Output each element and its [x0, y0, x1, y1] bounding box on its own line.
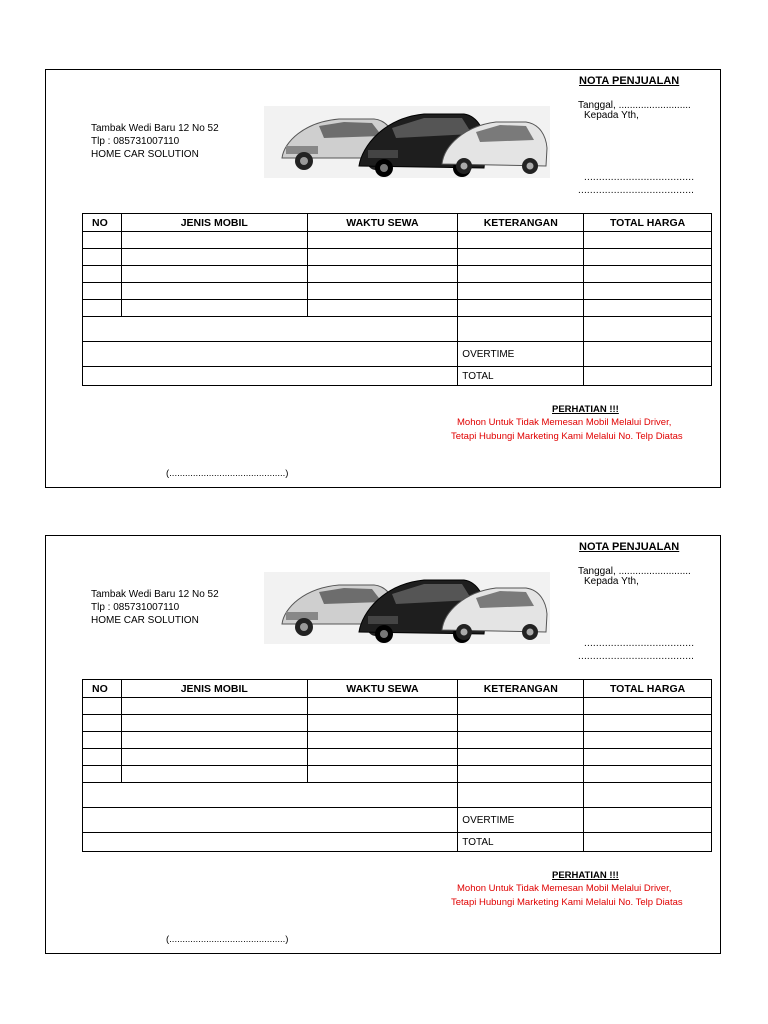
header-jenis-mobil: JENIS MOBIL	[121, 214, 307, 232]
items-table	[82, 679, 712, 852]
notice-line-1: Mohon Untuk Tidak Memesan Mobil Melalui Driver,	[457, 417, 672, 428]
table-row-blank	[83, 317, 712, 342]
date-field: Tanggal, ..........................	[578, 566, 691, 577]
table-row	[83, 266, 712, 283]
notice-line-2: Tetapi Hubungi Marketing Kami Melalui No. Telp Diatas	[451, 431, 683, 442]
company-name: HOME CAR SOLUTION	[91, 615, 199, 626]
cars-illustration	[264, 572, 550, 644]
table-row	[83, 749, 712, 766]
cars-illustration	[264, 106, 550, 178]
total-row	[83, 833, 712, 852]
company-name: HOME CAR SOLUTION	[91, 149, 199, 160]
header-jenis-mobil: JENIS MOBIL	[121, 680, 307, 698]
company-phone: Tlp : 085731007110	[91, 602, 180, 613]
overtime-row	[83, 342, 712, 367]
total-row	[83, 367, 712, 386]
table-row	[83, 766, 712, 783]
company-phone: Tlp : 085731007110	[91, 136, 180, 147]
header-no: NO	[83, 214, 122, 232]
table-row	[83, 249, 712, 266]
signature-line: (............................................)	[166, 934, 289, 945]
header-keterangan: KETERANGAN	[458, 680, 584, 698]
recipient-line-2: .......................................	[578, 185, 695, 196]
cars-image	[264, 572, 550, 644]
header-no: NO	[83, 680, 122, 698]
notice-line-1: Mohon Untuk Tidak Memesan Mobil Melalui Driver,	[457, 883, 672, 894]
total-label: TOTAL	[458, 367, 584, 386]
table-row-blank	[83, 783, 712, 808]
company-address: Tambak Wedi Baru 12 No 52	[91, 123, 219, 134]
recipient-line-1: .....................................	[584, 172, 695, 183]
company-info	[91, 588, 219, 627]
recipient-line-2: .......................................	[578, 651, 695, 662]
table-row	[83, 715, 712, 732]
table-header-row	[83, 214, 712, 232]
receipt-title: NOTA PENJUALAN	[579, 75, 680, 87]
header-total-harga: TOTAL HARGA	[584, 680, 712, 698]
table-row	[83, 732, 712, 749]
date-field: Tanggal, ..........................	[578, 100, 691, 111]
company-address: Tambak Wedi Baru 12 No 52	[91, 589, 219, 600]
notice-title: PERHATIAN !!!	[552, 870, 619, 881]
table-row	[83, 698, 712, 715]
notice-title: PERHATIAN !!!	[552, 404, 619, 415]
table-row	[83, 232, 712, 249]
total-label: TOTAL	[458, 833, 584, 852]
table-row	[83, 300, 712, 317]
receipt-title: NOTA PENJUALAN	[579, 541, 680, 553]
sales-receipt-form-2	[45, 535, 721, 954]
company-info	[91, 122, 219, 161]
overtime-label: OVERTIME	[458, 342, 584, 367]
table-row	[83, 283, 712, 300]
table-header-row	[83, 680, 712, 698]
sales-receipt-form-1	[45, 69, 721, 488]
header-keterangan: KETERANGAN	[458, 214, 584, 232]
items-table	[82, 213, 712, 386]
header-total-harga: TOTAL HARGA	[584, 214, 712, 232]
cars-image	[264, 106, 550, 178]
overtime-label: OVERTIME	[458, 808, 584, 833]
recipient-label: Kepada Yth,	[584, 110, 639, 121]
signature-line: (............................................)	[166, 468, 289, 479]
overtime-row	[83, 808, 712, 833]
notice-line-2: Tetapi Hubungi Marketing Kami Melalui No. Telp Diatas	[451, 897, 683, 908]
header-waktu-sewa: WAKTU SEWA	[307, 214, 458, 232]
recipient-line-1: .....................................	[584, 638, 695, 649]
recipient-label: Kepada Yth,	[584, 576, 639, 587]
header-waktu-sewa: WAKTU SEWA	[307, 680, 458, 698]
